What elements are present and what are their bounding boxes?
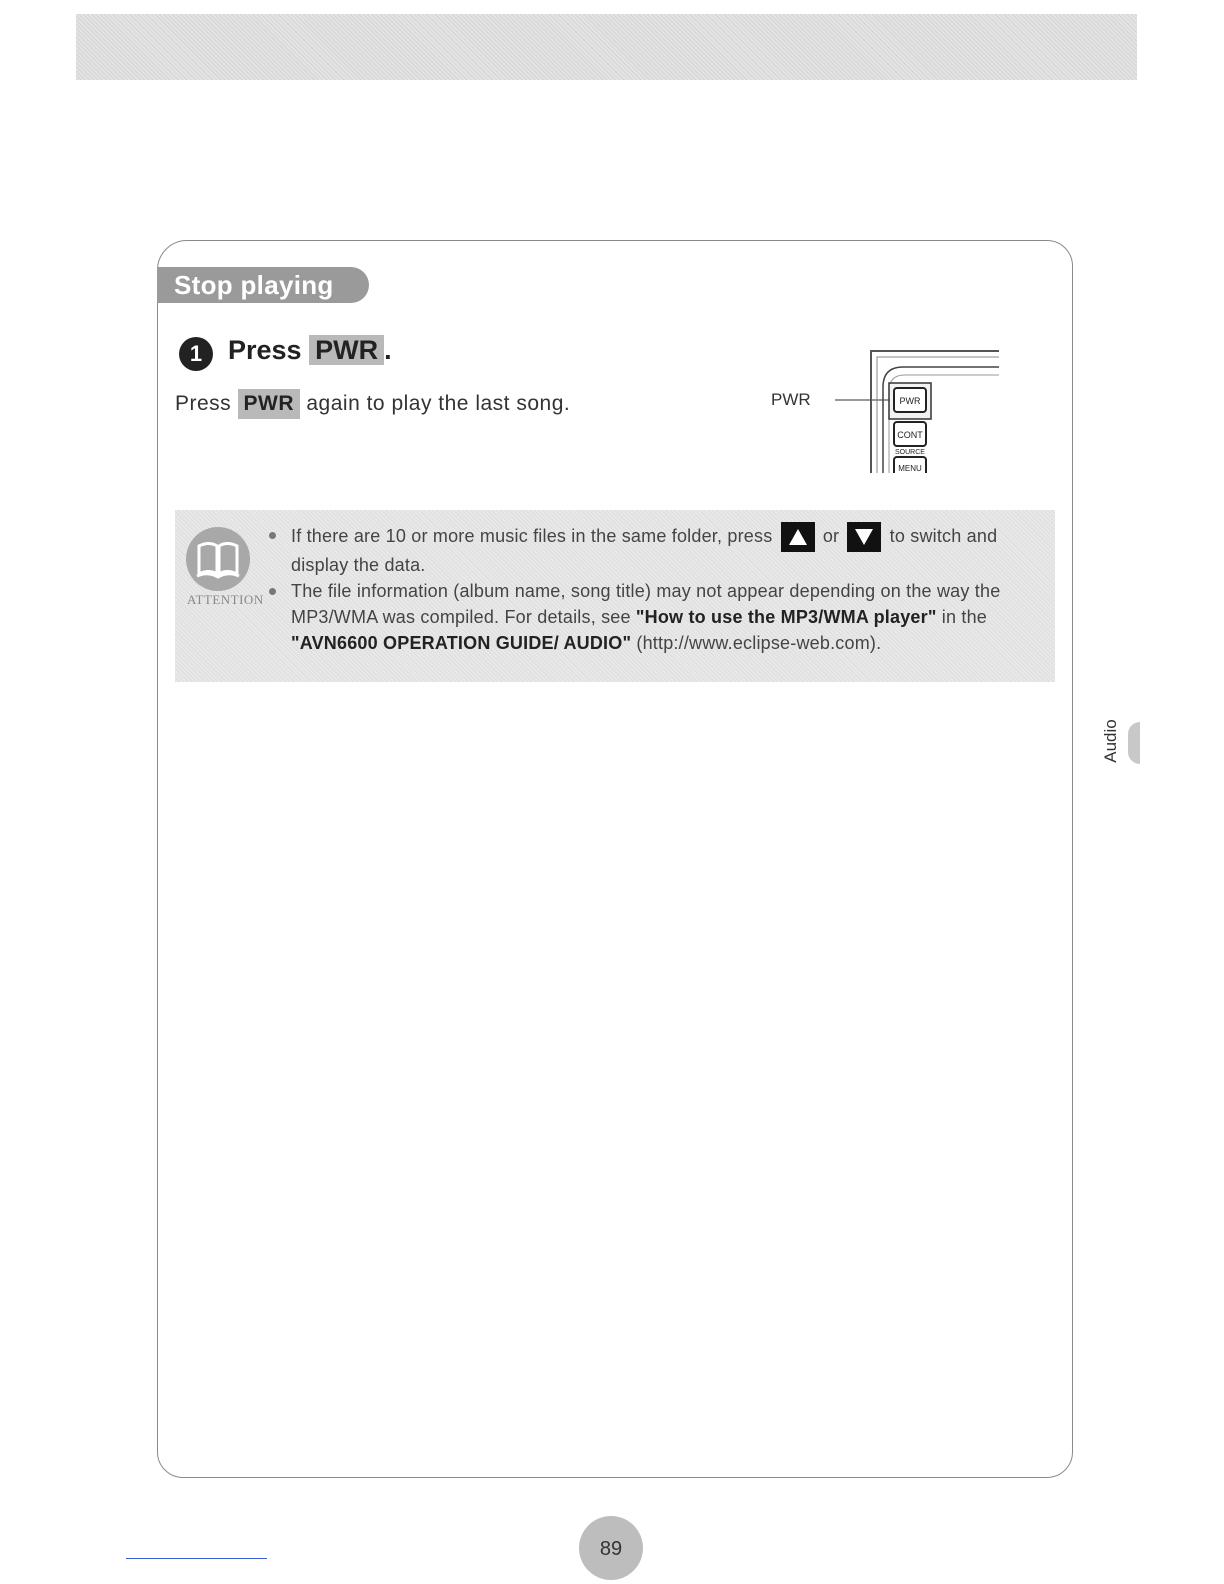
step-description <box>175 389 570 419</box>
step-number-badge: 1 <box>179 337 213 371</box>
attention-item1-text-a: If there are 10 or more music files in the same folder, press <box>291 525 773 546</box>
diagram-pwr-label: PWR <box>771 390 811 409</box>
device-button-diagram <box>833 343 1003 473</box>
attention-item1-or: or <box>822 525 840 546</box>
pwr-key-label-inline: PWR <box>238 389 301 419</box>
attention-list <box>265 522 1035 656</box>
header-band <box>76 14 1137 80</box>
page-number-badge <box>579 1516 643 1580</box>
attention-item1-text-b: to switch and display the data. <box>291 525 998 575</box>
side-tab-marker <box>1128 722 1140 764</box>
attention-item2-mid: in the <box>941 607 987 627</box>
device-btn-cont: CONT <box>897 430 923 440</box>
step-heading <box>228 335 392 366</box>
step-heading-press: Press <box>228 335 302 365</box>
device-btn-menu: MENU <box>898 464 922 473</box>
attention-item2-bold2: "AVN6600 OPERATION GUIDE/ AUDIO" <box>291 633 632 653</box>
up-arrow-icon <box>781 522 815 552</box>
step-body-press: Press <box>175 392 232 415</box>
attention-item <box>265 578 1035 656</box>
section-title <box>157 267 369 303</box>
attention-label: ATTENTION <box>187 592 264 607</box>
device-btn-pwr: PWR <box>899 396 921 406</box>
section-title-text: Stop playing <box>174 270 334 300</box>
attention-box <box>175 510 1055 682</box>
pwr-key-label: PWR <box>309 335 384 365</box>
page-number: 89 <box>599 1538 623 1560</box>
attention-item2-bold1: "How to use the MP3/WMA player" <box>635 607 937 627</box>
book-icon <box>185 526 251 592</box>
side-tab-label: Audio <box>1101 719 1120 763</box>
step-heading-period: . <box>384 335 392 365</box>
device-btn-source: SOURCE <box>895 449 925 456</box>
attention-item <box>265 522 1035 578</box>
footer-link-underline <box>126 1558 267 1559</box>
side-tab-audio <box>1098 716 1124 772</box>
down-arrow-icon <box>847 522 881 552</box>
attention-item2-text-a: The file information (album name, song title) may not appear depending on the way the MP3/WMA was compiled. For details, see <box>291 581 1001 627</box>
attention-item2-end: (http://www.eclipse-web.com). <box>636 633 882 653</box>
step-body-rest: again to play the last song. <box>306 392 571 415</box>
